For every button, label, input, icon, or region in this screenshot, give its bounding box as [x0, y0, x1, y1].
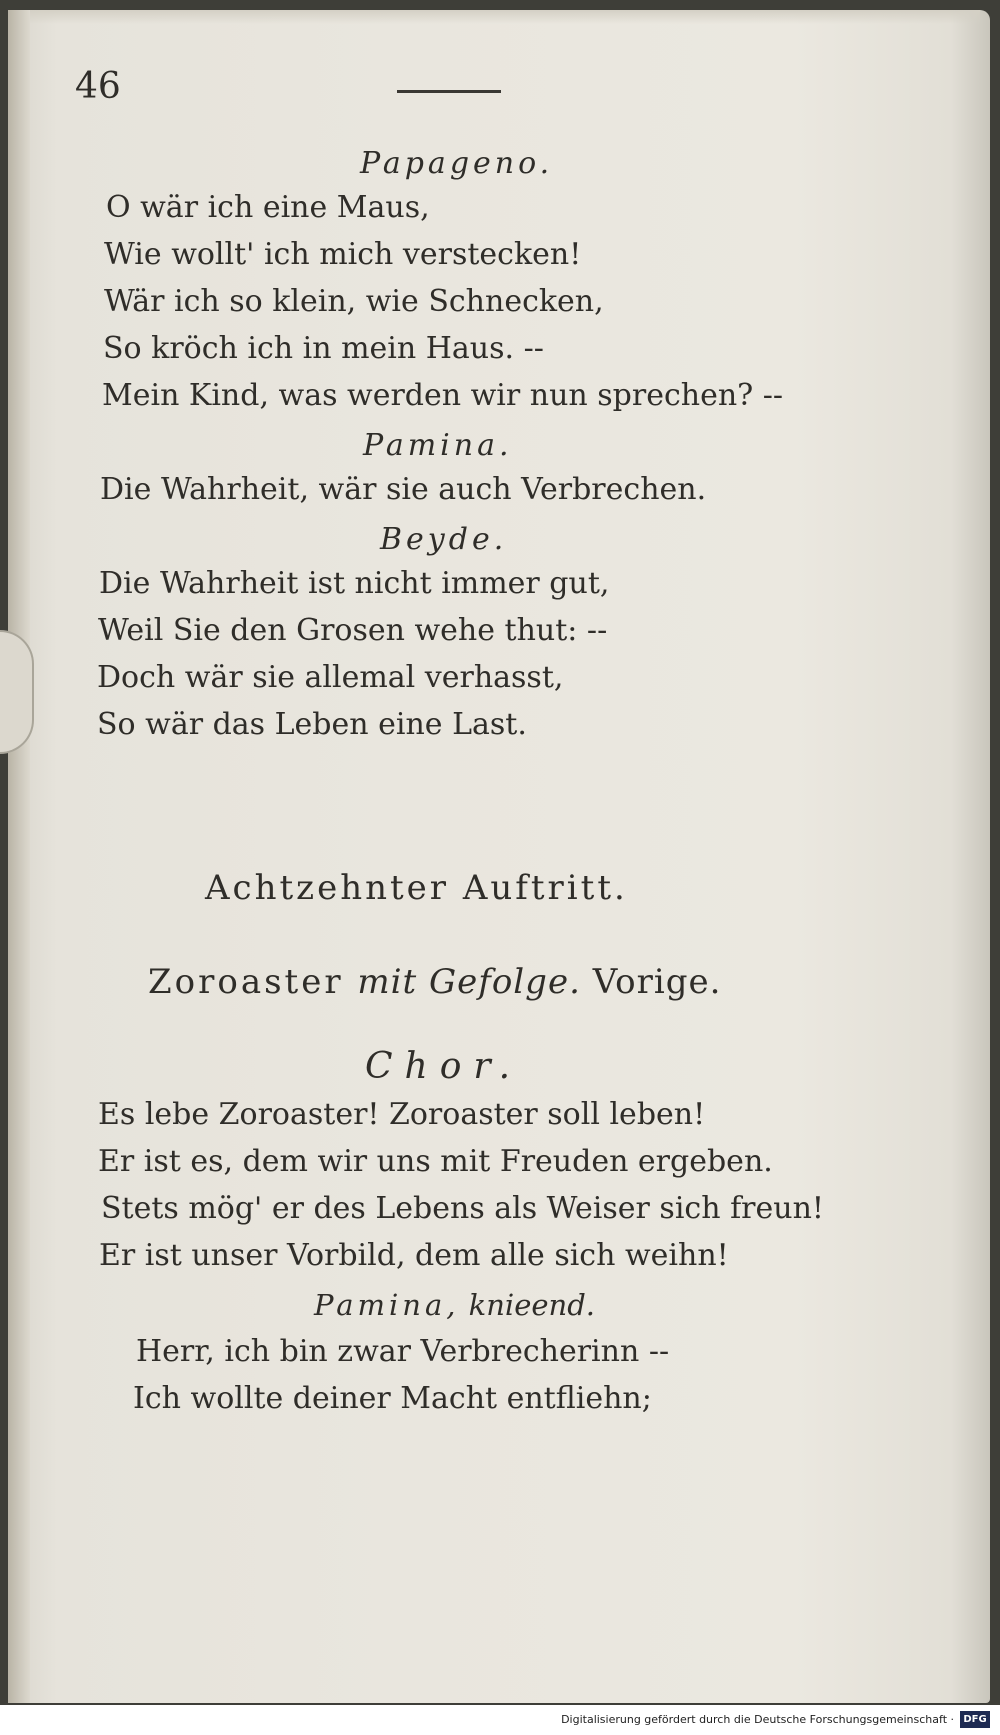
verse-line: Mein Kind, was werden wir nun sprechen? -- — [102, 378, 784, 413]
speaker-chorus: Chor. — [365, 1046, 523, 1087]
page-binding-shadow — [8, 10, 30, 1703]
verse-line: Die Wahrheit, wär sie auch Verbrechen. — [100, 472, 707, 507]
chorus-line: Er ist unser Vorbild, dem alle sich weihn! — [99, 1238, 729, 1273]
chorus-line: Stets mög' er des Lebens als Weiser sich freun! — [101, 1191, 824, 1226]
verse-line: Ich wollte deiner Macht entfliehn; — [133, 1381, 652, 1416]
chorus-line: Er ist es, dem wir uns mit Freuden ergeben. — [98, 1144, 773, 1179]
speaker-pamina-kneeling: Pamina, — [314, 1288, 460, 1322]
verse-line: Doch wär sie allemal verhasst, — [97, 660, 564, 695]
chorus-line: Es lebe Zoroaster! Zoroaster soll leben! — [98, 1097, 706, 1132]
verse-line: So wär das Leben eine Last. — [97, 707, 527, 742]
page-top-shadow — [30, 10, 980, 24]
verse-line: Herr, ich bin zwar Verbrecherinn -- — [136, 1334, 670, 1369]
paper-tab-mark — [0, 630, 34, 754]
cast-retinue: mit Gefolge. — [357, 962, 581, 1002]
verse-line: O wär ich eine Maus, — [106, 190, 430, 225]
verse-line: Wär ich so klein, wie Schnecken, — [104, 284, 604, 319]
footer-bar — [0, 1705, 1000, 1735]
verse-line: So kröch ich in mein Haus. -- — [103, 331, 544, 366]
dfg-logo: DFG — [960, 1711, 990, 1728]
speaker-pamina: Pamina. — [363, 428, 513, 463]
speaker-beyde: Beyde. — [380, 522, 508, 557]
direction-kneeling: knieend. — [459, 1288, 595, 1322]
page-number: 46 — [75, 66, 121, 107]
scene-title: Achtzehnter Auftritt. — [205, 868, 628, 908]
funding-credit: Digitalisierung gefördert durch die Deutsche Forschungsgemeinschaft · — [561, 1713, 954, 1726]
cast-previous: Vorige. — [580, 962, 722, 1002]
scene-cast — [148, 962, 721, 1002]
speaker-papageno: Papageno. — [360, 146, 554, 181]
verse-line: Weil Sie den Grosen wehe thut: -- — [98, 613, 608, 648]
header-rule — [397, 90, 501, 93]
cast-zoroaster: Zoroaster — [148, 962, 358, 1002]
verse-line: Wie wollt' ich mich verstecken! — [104, 237, 582, 272]
stage-direction-pamina — [314, 1288, 595, 1322]
verse-line: Die Wahrheit ist nicht immer gut, — [99, 566, 610, 601]
